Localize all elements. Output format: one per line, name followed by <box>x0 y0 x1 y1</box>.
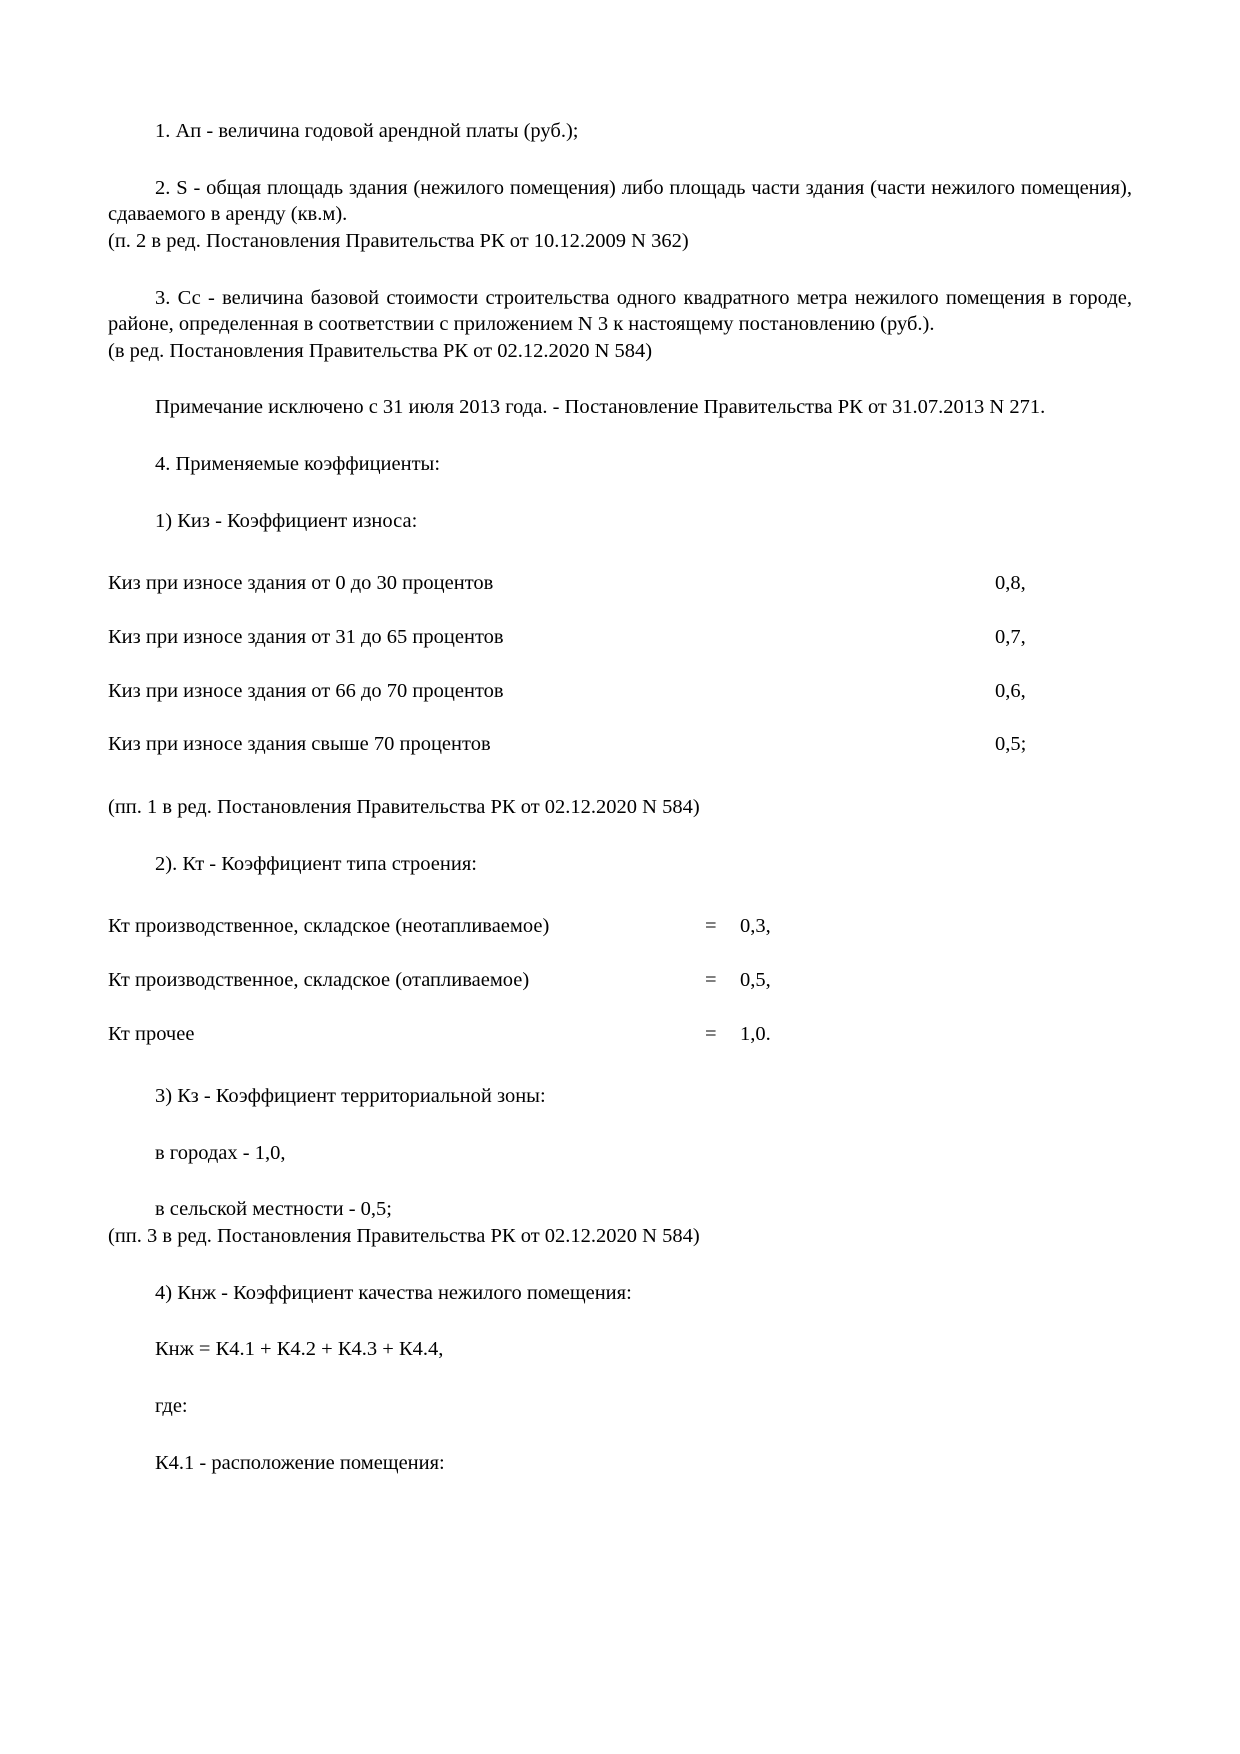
kiz-row-value: 0,5; <box>995 733 1027 756</box>
kt-row-value: 0,3, <box>740 915 771 938</box>
document-body <box>108 118 1132 1476</box>
table-row-spacer <box>108 994 1132 1021</box>
block-spacer <box>108 1306 1132 1336</box>
block-spacer <box>108 1047 1132 1083</box>
heading-sub-4-knzh: 4) Кнж - Коэффициент качества нежилого помещения: <box>155 1281 632 1304</box>
block-spacer <box>108 478 1132 508</box>
table-row-spacer <box>108 940 1132 967</box>
heading-sub-1-kiz: 1) Киз - Коэффициент износа: <box>155 509 418 532</box>
paragraph-item-4: 4. Применяемые коэффициенты: <box>155 453 441 476</box>
block-spacer <box>108 534 1132 570</box>
kiz-row-value: 0,8, <box>995 572 1026 595</box>
block-spacer <box>108 1110 1132 1140</box>
table-row <box>108 624 1132 651</box>
table-row-spacer <box>108 597 1132 624</box>
knzh-formula: Кнж = К4.1 + К4.2 + К4.3 + К4.4, <box>155 1338 444 1361</box>
kiz-row-value: 0,6, <box>995 679 1026 702</box>
table-row <box>108 913 1132 940</box>
table-row <box>108 967 1132 994</box>
block-spacer <box>108 877 1132 913</box>
paragraph-note-excluded: Примечание исключено с 31 июля 2013 года. - Постановление Правительства РК от 31.07.2013 N 271. <box>155 396 1046 419</box>
table-row-spacer <box>108 651 1132 678</box>
block-spacer <box>108 758 1132 794</box>
block-spacer <box>108 421 1132 451</box>
reference-sub-1: (пп. 1 в ред. Постановления Правительства РК от 02.12.2020 N 584) <box>108 795 700 818</box>
block-spacer <box>108 255 1132 285</box>
kiz-row-label: Киз при износе здания свыше 70 процентов <box>108 733 491 756</box>
where-label: где: <box>155 1395 188 1418</box>
kt-row-equals: = <box>705 968 717 991</box>
table-row <box>108 731 1132 758</box>
block-spacer <box>108 145 1132 175</box>
heading-sub-3-kz: 3) Кз - Коэффициент территориальной зоны: <box>155 1085 546 1108</box>
reference-sub-3: (пп. 3 в ред. Постановления Правительства РК от 02.12.2020 N 584) <box>108 1225 700 1248</box>
paragraph-item-3: 3. Сс - величина базовой стоимости строительства одного квадратного метра нежилого помещения в городе, районе, определенная в соответствии с приложением N 3 к настоящему постановлению (руб.). <box>108 286 1132 336</box>
kiz-coefficient-table <box>108 570 1132 758</box>
table-row <box>108 678 1132 705</box>
kiz-row-label: Киз при износе здания от 66 до 70 процентов <box>108 679 504 702</box>
heading-sub-2-kt: 2). Кт - Коэффициент типа строения: <box>155 852 477 875</box>
kt-row-value: 1,0. <box>740 1022 771 1045</box>
kiz-row-label: Киз при износе здания от 0 до 30 процентов <box>108 572 494 595</box>
block-spacer <box>108 1420 1132 1450</box>
kt-row-value: 0,5, <box>740 968 771 991</box>
kiz-row-label: Киз при износе здания от 31 до 65 процентов <box>108 626 504 649</box>
kz-value-city: в городах - 1,0, <box>155 1141 286 1164</box>
table-row <box>108 570 1132 597</box>
kiz-row-value: 0,7, <box>995 626 1026 649</box>
kt-row-label: Кт производственное, складское (неотапливаемое) <box>108 915 550 938</box>
kt-row-equals: = <box>705 1022 717 1045</box>
kt-row-equals: = <box>705 915 717 938</box>
paragraph-item-1: 1. Ап - величина годовой арендной платы (руб.); <box>155 120 579 142</box>
block-spacer <box>108 1250 1132 1280</box>
table-row <box>108 1021 1132 1048</box>
reference-item-3: (в ред. Постановления Правительства РК от 02.12.2020 N 584) <box>108 339 653 362</box>
reference-item-2: (п. 2 в ред. Постановления Правительства РК от 10.12.2009 N 362) <box>108 229 689 252</box>
kt-row-label: Кт прочее <box>108 1022 195 1045</box>
block-spacer <box>108 1363 1132 1393</box>
kt-coefficient-table <box>108 913 1132 1047</box>
k41-label: К4.1 - расположение помещения: <box>155 1451 445 1474</box>
kt-row-label: Кт производственное, складское (отапливаемое) <box>108 968 530 991</box>
block-spacer <box>108 1166 1132 1196</box>
block-spacer <box>108 821 1132 851</box>
table-row-spacer <box>108 704 1132 731</box>
block-spacer <box>108 364 1132 394</box>
paragraph-item-2: 2. S - общая площадь здания (нежилого помещения) либо площадь части здания (части нежилого помещения), сдаваемого в аренду (кв.м). <box>108 176 1132 226</box>
kz-value-rural: в сельской местности - 0,5; <box>155 1198 392 1221</box>
